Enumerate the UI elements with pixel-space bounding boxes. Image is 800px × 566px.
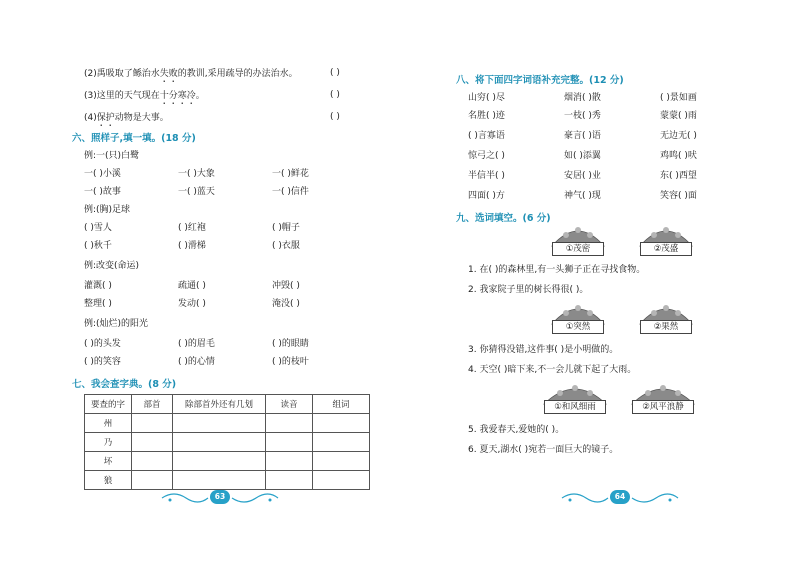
s8-r3-c1[interactable]: ( )言寡语	[468, 131, 505, 141]
s9-q3[interactable]: 3. 你猜得没错,这件事( )是小明做的。	[468, 345, 619, 355]
section9-heading: 九、选词填空。(6 分)	[456, 213, 551, 224]
page-number-left: 63	[210, 490, 230, 504]
s6-r6-c1[interactable]: 整理( )	[84, 299, 112, 309]
col-header-strokes: 除部首外还有几划	[173, 395, 266, 414]
s6-r7-c2[interactable]: ( )的眉毛	[178, 339, 215, 349]
s8-r1-c2[interactable]: 烟消( )散	[564, 93, 601, 103]
s9-q1[interactable]: 1. 在( )的森林里,有一头狮子正在寻找食物。	[468, 265, 646, 275]
q5-item-2-marked: 失败	[159, 69, 178, 79]
word-card-4	[636, 300, 696, 336]
s6-example-4: 例:(灿烂)的阳光	[84, 319, 149, 329]
q5-item-4-answer[interactable]: ( )	[330, 112, 340, 122]
word-card-6	[628, 380, 698, 416]
s9-q4[interactable]: 4. 天空( )暗下来,不一会儿就下起了大雨。	[468, 365, 637, 375]
s6-r7-c3[interactable]: ( )的眼睛	[272, 339, 309, 349]
answer-cell[interactable]	[173, 452, 266, 471]
answer-cell[interactable]	[132, 471, 173, 490]
q5-item-2-answer[interactable]: ( )	[330, 68, 340, 78]
q5-item-4	[84, 112, 169, 129]
s9-q2[interactable]: 2. 我家院子里的树长得很( )。	[468, 285, 589, 295]
table-header-row	[85, 395, 370, 414]
s8-r1-c1[interactable]: 山穷( )尽	[468, 93, 505, 103]
q5-item-3-text-a: (3)这里的天气现在	[84, 91, 160, 101]
s6-r8-c2[interactable]: ( )的心情	[178, 357, 215, 367]
s8-r2-c3[interactable]: 蒙蒙( )雨	[660, 111, 697, 121]
answer-cell[interactable]	[266, 433, 313, 452]
page-number-right: 64	[610, 490, 630, 504]
col-header-pinyin: 读音	[266, 395, 313, 414]
s8-r1-c3[interactable]: ( )景如画	[660, 93, 697, 103]
s6-r8-c3[interactable]: ( )的枝叶	[272, 357, 309, 367]
q5-item-3-text-c: 。	[195, 91, 205, 101]
s6-r1-c3[interactable]: 一( )鲜花	[272, 169, 309, 179]
answer-cell[interactable]	[132, 433, 173, 452]
answer-cell[interactable]	[132, 414, 173, 433]
section8-heading: 八、将下面四字词语补充完整。(12 分)	[456, 75, 624, 86]
s6-r6-c3[interactable]: 淹没( )	[272, 299, 300, 309]
table-row	[85, 452, 370, 471]
s8-r6-c2[interactable]: 神气( )现	[564, 191, 601, 201]
answer-cell[interactable]	[313, 414, 370, 433]
char-cell: 州	[85, 414, 132, 433]
answer-cell[interactable]	[313, 433, 370, 452]
s6-r3-c2[interactable]: ( )红袍	[178, 223, 206, 233]
answer-cell[interactable]	[313, 471, 370, 490]
s6-r3-c3[interactable]: ( )帽子	[272, 223, 300, 233]
s8-r5-c2[interactable]: 安居( )业	[564, 171, 601, 181]
dictionary-table	[84, 394, 370, 490]
s6-r6-c2[interactable]: 发动( )	[178, 299, 206, 309]
col-header-radical: 部首	[132, 395, 173, 414]
answer-cell[interactable]	[266, 414, 313, 433]
s6-r4-c2[interactable]: ( )滑梯	[178, 241, 206, 251]
q5-item-4-marked: 保护	[96, 113, 115, 123]
answer-cell[interactable]	[173, 471, 266, 490]
s8-r4-c2[interactable]: 如( )添翼	[564, 151, 601, 161]
footer-left	[160, 488, 280, 508]
s8-r4-c3[interactable]: 鸡鸣( )吠	[660, 151, 697, 161]
s6-example-1: 例:一(只)白鹭	[84, 151, 140, 161]
char-cell: 狼	[85, 471, 132, 490]
s6-r7-c1[interactable]: ( )的头发	[84, 339, 121, 349]
s6-r1-c1[interactable]: 一( )小溪	[84, 169, 121, 179]
s6-example-2: 例:(胸)足球	[84, 205, 131, 215]
s9-q6[interactable]: 6. 夏天,湖水( )宛若一面巨大的镜子。	[468, 445, 619, 455]
s8-r6-c3[interactable]: 笑容( )面	[660, 191, 697, 201]
s6-r5-c1[interactable]: 灌溉( )	[84, 281, 112, 291]
s6-r1-c2[interactable]: 一( )大象	[178, 169, 215, 179]
word-option-maosheng: ②茂盛	[640, 242, 692, 256]
s6-r2-c3[interactable]: 一( )信件	[272, 187, 309, 197]
s8-r6-c1[interactable]: 四面( )方	[468, 191, 505, 201]
footer-right	[560, 488, 680, 508]
answer-cell[interactable]	[313, 452, 370, 471]
s6-r4-c3[interactable]: ( )衣服	[272, 241, 300, 251]
word-card-5	[540, 380, 610, 416]
q5-item-2-text-a: (2)禹吸取了鲧治水	[84, 69, 160, 79]
s6-r5-c3[interactable]: 冲毁( )	[272, 281, 300, 291]
q5-item-3-marked: 十分寒冷	[159, 91, 196, 101]
s8-r5-c1[interactable]: 半信半( )	[468, 171, 505, 181]
q5-item-4-text-c: 动物是大事。	[114, 113, 169, 123]
s6-r5-c2[interactable]: 疏通( )	[178, 281, 206, 291]
col-header-char: 要查的字	[85, 395, 132, 414]
answer-cell[interactable]	[132, 452, 173, 471]
word-option-maomi: ①茂密	[552, 242, 604, 256]
s6-r2-c2[interactable]: 一( )蓝天	[178, 187, 215, 197]
word-card-2	[636, 222, 696, 258]
table-row	[85, 433, 370, 452]
s6-r3-c1[interactable]: ( )雪人	[84, 223, 112, 233]
s8-r3-c2[interactable]: 豪言( )语	[564, 131, 601, 141]
table-row	[85, 471, 370, 490]
answer-cell[interactable]	[266, 452, 313, 471]
s6-r8-c1[interactable]: ( )的笑容	[84, 357, 121, 367]
right-page	[400, 0, 800, 566]
q5-item-2	[84, 68, 298, 85]
word-option-hefengxiyu: ①和风细雨	[544, 400, 606, 414]
q5-item-4-text-a: (4)	[84, 113, 97, 123]
section7-heading: 七、我会查字典。(8 分)	[72, 379, 177, 390]
s8-r2-c1[interactable]: 名胜( )迹	[468, 111, 505, 121]
q5-item-3-answer[interactable]: ( )	[330, 90, 340, 100]
s6-r2-c1[interactable]: 一( )故事	[84, 187, 121, 197]
word-option-guoran: ②果然	[640, 320, 692, 334]
answer-cell[interactable]	[173, 414, 266, 433]
table-row	[85, 414, 370, 433]
s8-r5-c3[interactable]: 东( )西望	[660, 171, 697, 181]
char-cell: 坏	[85, 452, 132, 471]
section6-heading: 六、照样子,填一填。(18 分)	[72, 133, 196, 144]
word-option-turan: ①突然	[552, 320, 604, 334]
q5-item-3	[84, 90, 205, 107]
word-option-fengpinglangjing: ②风平浪静	[632, 400, 694, 414]
col-header-word: 组词	[313, 395, 370, 414]
answer-cell[interactable]	[266, 471, 313, 490]
char-cell: 乃	[85, 433, 132, 452]
s8-r4-c1[interactable]: 惊弓之( )	[468, 151, 505, 161]
word-card-3	[548, 300, 608, 336]
s6-example-3: 例:改变(命运)	[84, 261, 140, 271]
word-card-1	[548, 222, 608, 258]
s6-r4-c1[interactable]: ( )秋千	[84, 241, 112, 251]
answer-cell[interactable]	[173, 433, 266, 452]
s9-q5[interactable]: 5. 我爱春天,爱她的( )。	[468, 425, 565, 435]
s8-r3-c3[interactable]: 无边无( )	[660, 131, 697, 141]
q5-item-2-text-c: 的教训,采用疏导的办法治水。	[177, 69, 298, 79]
s8-r2-c2[interactable]: 一枝( )秀	[564, 111, 601, 121]
